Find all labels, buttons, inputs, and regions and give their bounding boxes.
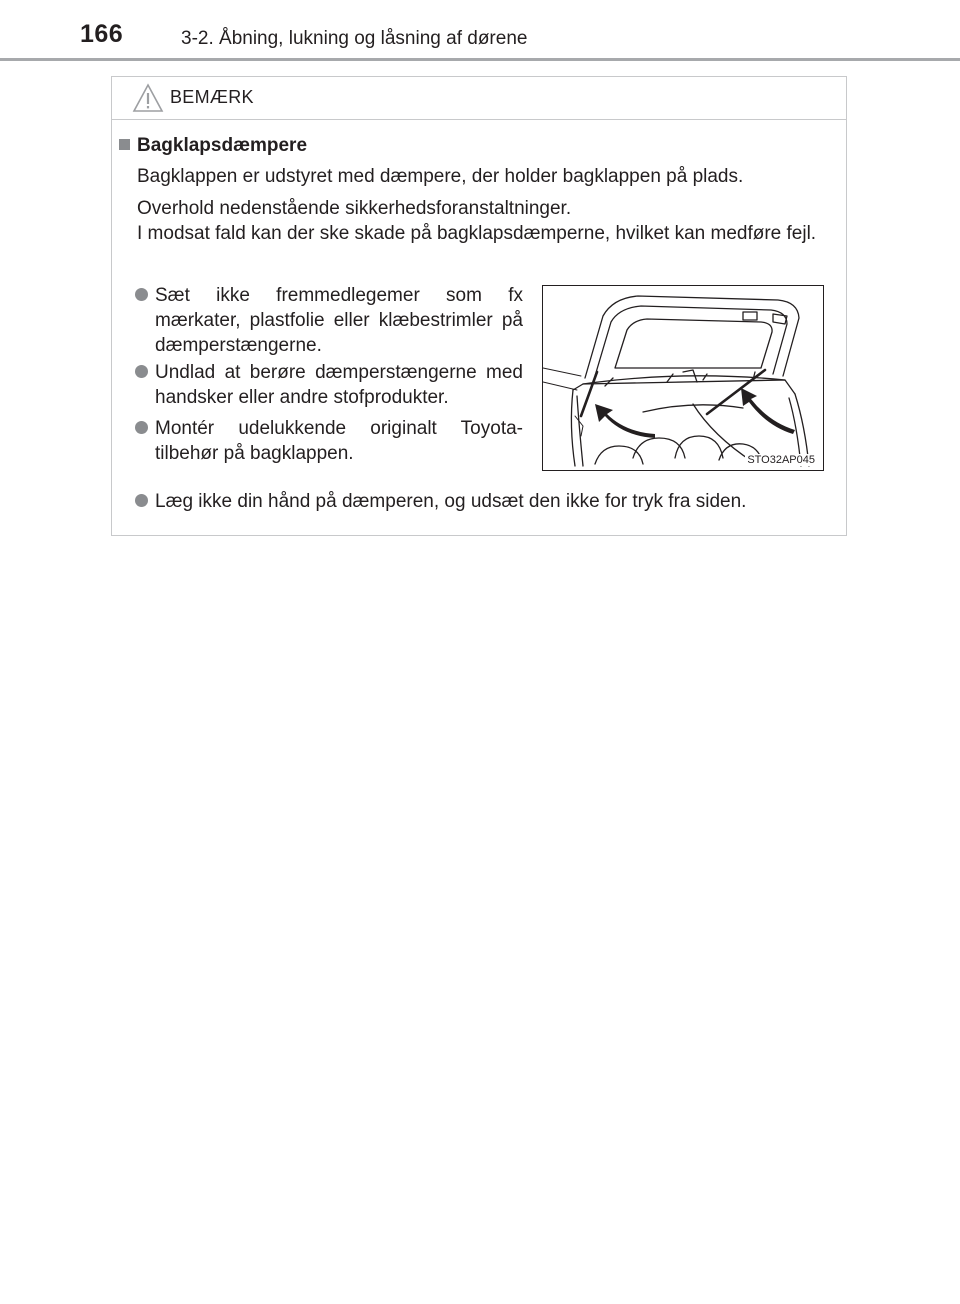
page-header (0, 0, 960, 62)
bullet-dot-icon (135, 421, 148, 434)
bullet-item (135, 360, 523, 410)
notice-box (111, 76, 847, 536)
section-title: 3-2. Åbning, lukning og låsning af dørene (181, 28, 528, 49)
bullet-item (135, 283, 523, 358)
header-rule (0, 58, 960, 61)
tailgate-damper-illustration (542, 285, 824, 471)
page-number: 166 (80, 20, 124, 48)
paragraph-instruction: Overhold nedenstående sikkerhedsforanstaltninger. (137, 198, 572, 219)
bullet-item (135, 416, 523, 466)
bullet-dot-icon (135, 288, 148, 301)
sub-heading (119, 135, 307, 157)
paragraph-consequence: I modsat fald kan der ske skade på bagklapsdæmperne, hvilket kan medføre fejl. (137, 223, 817, 244)
bullet-text: Læg ikke din hånd på dæmperen, og udsæt den ikke for tryk fra siden. (155, 491, 747, 512)
bullet-dot-icon (135, 365, 148, 378)
bullet-item (135, 489, 835, 514)
sub-heading-text: Bagklapsdæmpere (137, 135, 308, 156)
notice-header (112, 77, 846, 120)
paragraph-intro: Bagklappen er udstyret med dæmpere, der holder bagklappen på plads. (137, 166, 744, 187)
bullet-text: Sæt ikke fremmedlegemer som fx mærkater, plastfolie eller klæbestrimler på dæmperstængerne. (155, 285, 523, 356)
square-marker-icon (119, 139, 130, 150)
warning-triangle-icon (132, 83, 164, 113)
bullet-dot-icon (135, 494, 148, 507)
figure-code: STO32AP045 (747, 454, 815, 466)
bullet-text: Montér udelukkende originalt Toyota-tilbehør på bagklappen. (155, 418, 523, 464)
bullet-text: Undlad at berøre dæmperstængerne med handsker eller andre stofprodukter. (155, 362, 523, 408)
notice-label: BEMÆRK (170, 87, 254, 107)
tailgate-drawing (543, 286, 823, 470)
